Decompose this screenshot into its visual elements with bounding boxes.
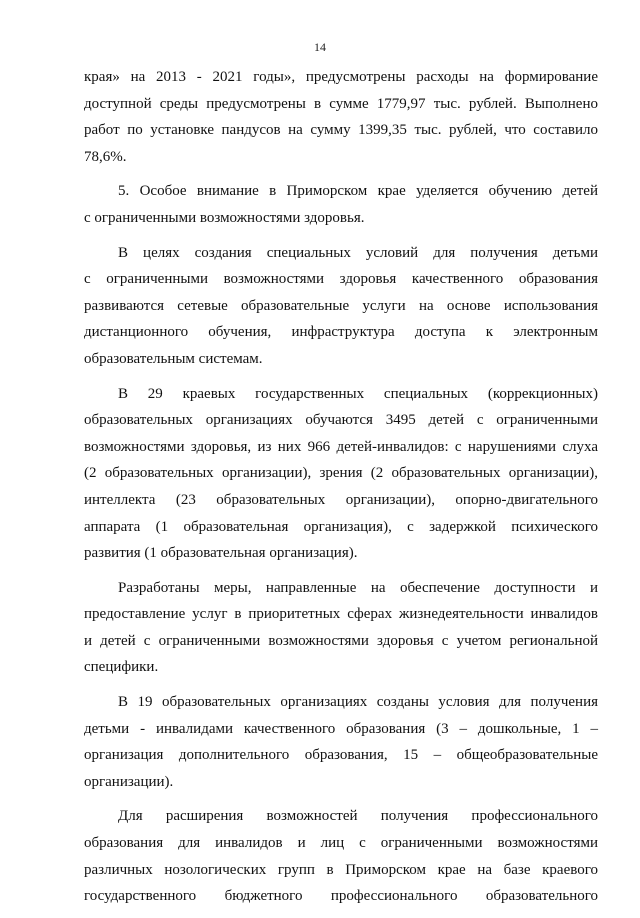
text-line: специфики. — [84, 659, 159, 676]
paragraph-special-conditions — [84, 240, 598, 373]
text-line: В 29 краевых государственных специальных (коррекционных) — [118, 385, 598, 402]
text-line: с ограниченными возможностями здоровья. — [84, 209, 365, 226]
text-line: (2 образовательных организации), зрения (2 образовательных организации), — [84, 465, 598, 482]
page-number: 14 — [314, 40, 326, 54]
text-line: образования для инвалидов и лиц с ограниченными возможностями — [84, 835, 598, 852]
text-line: образовательным системам. — [84, 350, 263, 367]
paragraph-accessible-environment-spending — [84, 64, 598, 170]
text-line: аппарата (1 образовательная организация), с задержкой психического — [84, 518, 598, 535]
text-line: 5. Особое внимание в Приморском крае уделяется обучению детей — [118, 183, 598, 200]
text-line: края» на 2013 - 2021 годы», предусмотрены расходы на формирование — [84, 69, 598, 85]
paragraph-education-attention — [84, 178, 598, 231]
text-line: В целях создания специальных условий для получения детьми — [118, 244, 598, 261]
text-line: и детей с ограниченными возможностями здоровья с учетом региональной — [84, 632, 598, 649]
text-line: государственного бюджетного профессионального образовательного — [84, 888, 598, 905]
paragraph-professional-education — [84, 803, 598, 909]
text-line: детьми - инвалидами качественного образования (3 – дошкольные, 1 – — [84, 720, 598, 737]
text-line: образовательных организациях обучаются 3495 детей с ограниченными — [84, 412, 598, 429]
text-line: организация дополнительного образования, 15 – общеобразовательные — [84, 747, 598, 764]
text-line: доступной среды предусмотрены в сумме 1779,97 тыс. рублей. Выполнено — [84, 95, 598, 112]
document-body — [84, 64, 598, 918]
text-line: интеллекта (23 образовательных организации), опорно-двигательного — [84, 491, 598, 508]
paragraph-correctional-organizations — [84, 381, 598, 567]
text-line: различных нозологических групп в Приморском крае на базе краевого — [84, 861, 598, 878]
text-line: работ по установке пандусов на сумму 1399,35 тыс. рублей, что составило — [84, 122, 598, 139]
text-line: развития (1 образовательная организация). — [84, 545, 358, 562]
paragraph-accessibility-measures — [84, 575, 598, 681]
text-line: организации). — [84, 773, 174, 790]
text-line: дистанционного обучения, инфраструктура доступа к электронным — [84, 324, 598, 341]
text-line: Разработаны меры, направленные на обеспечение доступности и — [118, 579, 598, 596]
paragraph-nineteen-organizations — [84, 689, 598, 795]
text-line: развиваются сетевые образовательные услуги на основе использования — [84, 297, 598, 314]
text-line: возможностями здоровья, из них 966 детей-инвалидов: с нарушениями слуха — [84, 438, 598, 455]
text-line: 78,6%. — [84, 148, 127, 165]
text-line: Для расширения возможностей получения профессионального — [118, 808, 598, 825]
text-line: с ограниченными возможностями здоровья качественного образования — [84, 271, 598, 288]
text-line: В 19 образовательных организациях созданы условия для получения — [118, 694, 598, 711]
text-line: предоставление услуг в приоритетных сферах жизнедеятельности инвалидов — [84, 606, 598, 623]
